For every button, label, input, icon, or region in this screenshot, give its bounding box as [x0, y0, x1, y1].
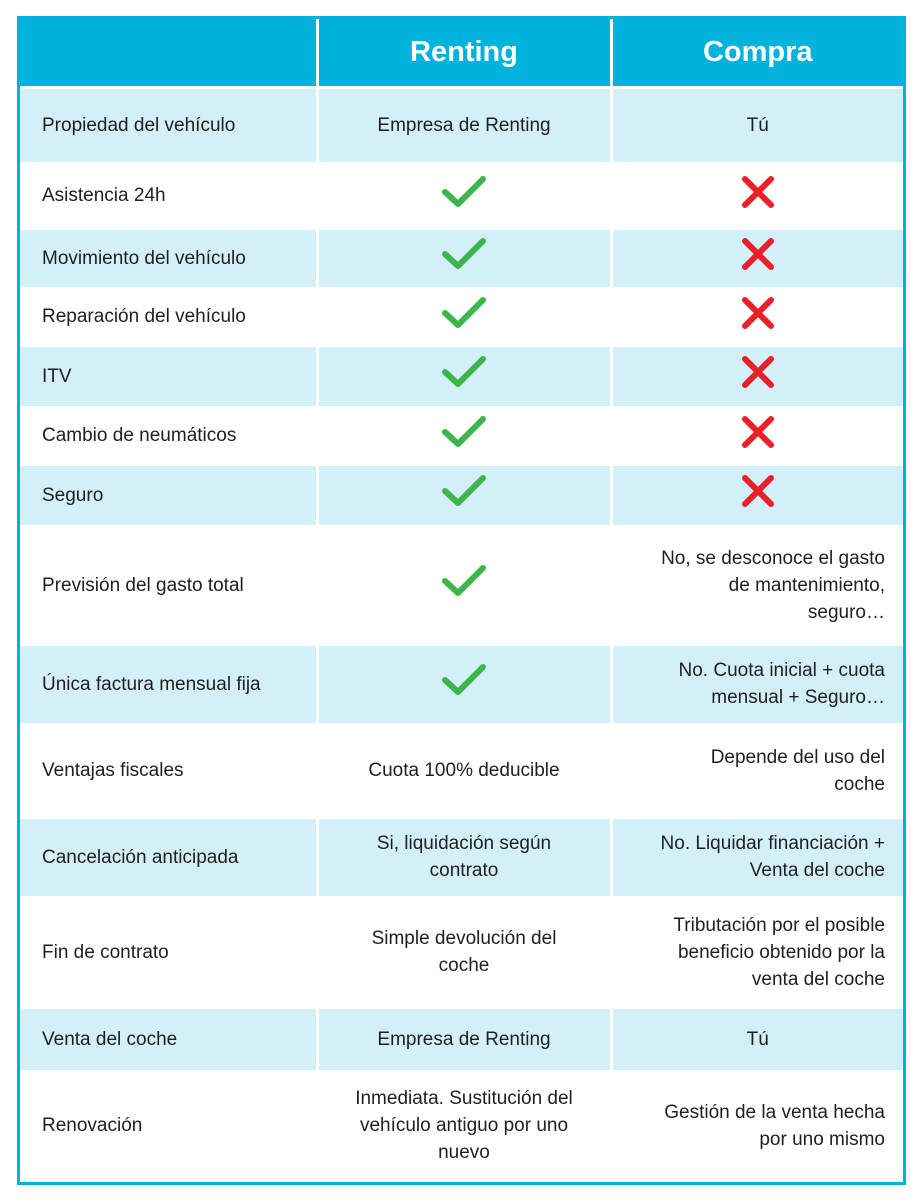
check-icon [440, 235, 488, 281]
cross-icon [740, 414, 776, 458]
comparison-table [20, 19, 903, 1179]
table-row [20, 1071, 903, 1179]
check-icon [440, 661, 488, 707]
table-row [20, 163, 903, 228]
comparison-frame [17, 16, 906, 1185]
row-label: Venta del coche [20, 1007, 317, 1071]
check-icon [440, 472, 488, 518]
row-label: ITV [20, 345, 317, 407]
cross-icon [740, 174, 776, 218]
renting-value: Simple devolución del coche [317, 897, 611, 1007]
renting-value: Si, liquidación según contrato [317, 817, 611, 897]
header-compra: Compra [611, 19, 903, 87]
row-label: Asistencia 24h [20, 163, 317, 228]
compra-value: Gestión de la venta hecha por uno mismo [611, 1071, 903, 1179]
row-label: Única factura mensual fija [20, 644, 317, 724]
row-label: Cambio de neumáticos [20, 407, 317, 464]
table-row [20, 644, 903, 724]
cross-icon [740, 473, 776, 517]
table-row [20, 288, 903, 345]
renting-value: Cuota 100% deducible [317, 724, 611, 817]
table-row [20, 228, 903, 288]
compra-value: No. Liquidar financiación + Venta del coche [611, 817, 903, 897]
table-row [20, 464, 903, 526]
row-label: Fin de contrato [20, 897, 317, 1007]
row-label: Ventajas fiscales [20, 724, 317, 817]
renting-value: Inmediata. Sustitución del vehículo antiguo por uno nuevo [317, 1071, 611, 1179]
check-icon [440, 353, 488, 399]
compra-value: Depende del uso del coche [611, 724, 903, 817]
table-row [20, 345, 903, 407]
table-row [20, 407, 903, 464]
compra-value: Tributación por el posible beneficio obtenido por la venta del coche [611, 897, 903, 1007]
header-renting: Renting [317, 19, 611, 87]
table-row [20, 526, 903, 644]
cross-icon [740, 354, 776, 398]
table-row [20, 1007, 903, 1071]
compra-value: Tú [611, 1007, 903, 1071]
check-icon [440, 562, 488, 608]
header-empty [20, 19, 317, 87]
row-label: Reparación del vehículo [20, 288, 317, 345]
renting-value: Empresa de Renting [317, 1007, 611, 1071]
row-label: Movimiento del vehículo [20, 228, 317, 288]
row-label: Propiedad del vehículo [20, 87, 317, 163]
cross-icon [740, 295, 776, 339]
row-label: Renovación [20, 1071, 317, 1179]
table-row [20, 817, 903, 897]
compra-value: No. Cuota inicial + cuota mensual + Seguro… [611, 644, 903, 724]
check-icon [440, 294, 488, 340]
row-label: Seguro [20, 464, 317, 526]
header-row [20, 19, 903, 87]
cross-icon [740, 236, 776, 280]
check-icon [440, 413, 488, 459]
renting-value: Empresa de Renting [317, 87, 611, 163]
row-label: Previsión del gasto total [20, 526, 317, 644]
table-row [20, 724, 903, 817]
compra-value: Tú [611, 87, 903, 163]
table-row [20, 87, 903, 163]
row-label: Cancelación anticipada [20, 817, 317, 897]
check-icon [440, 173, 488, 219]
table-row [20, 897, 903, 1007]
compra-value: No, se desconoce el gasto de mantenimiento, seguro… [611, 526, 903, 644]
